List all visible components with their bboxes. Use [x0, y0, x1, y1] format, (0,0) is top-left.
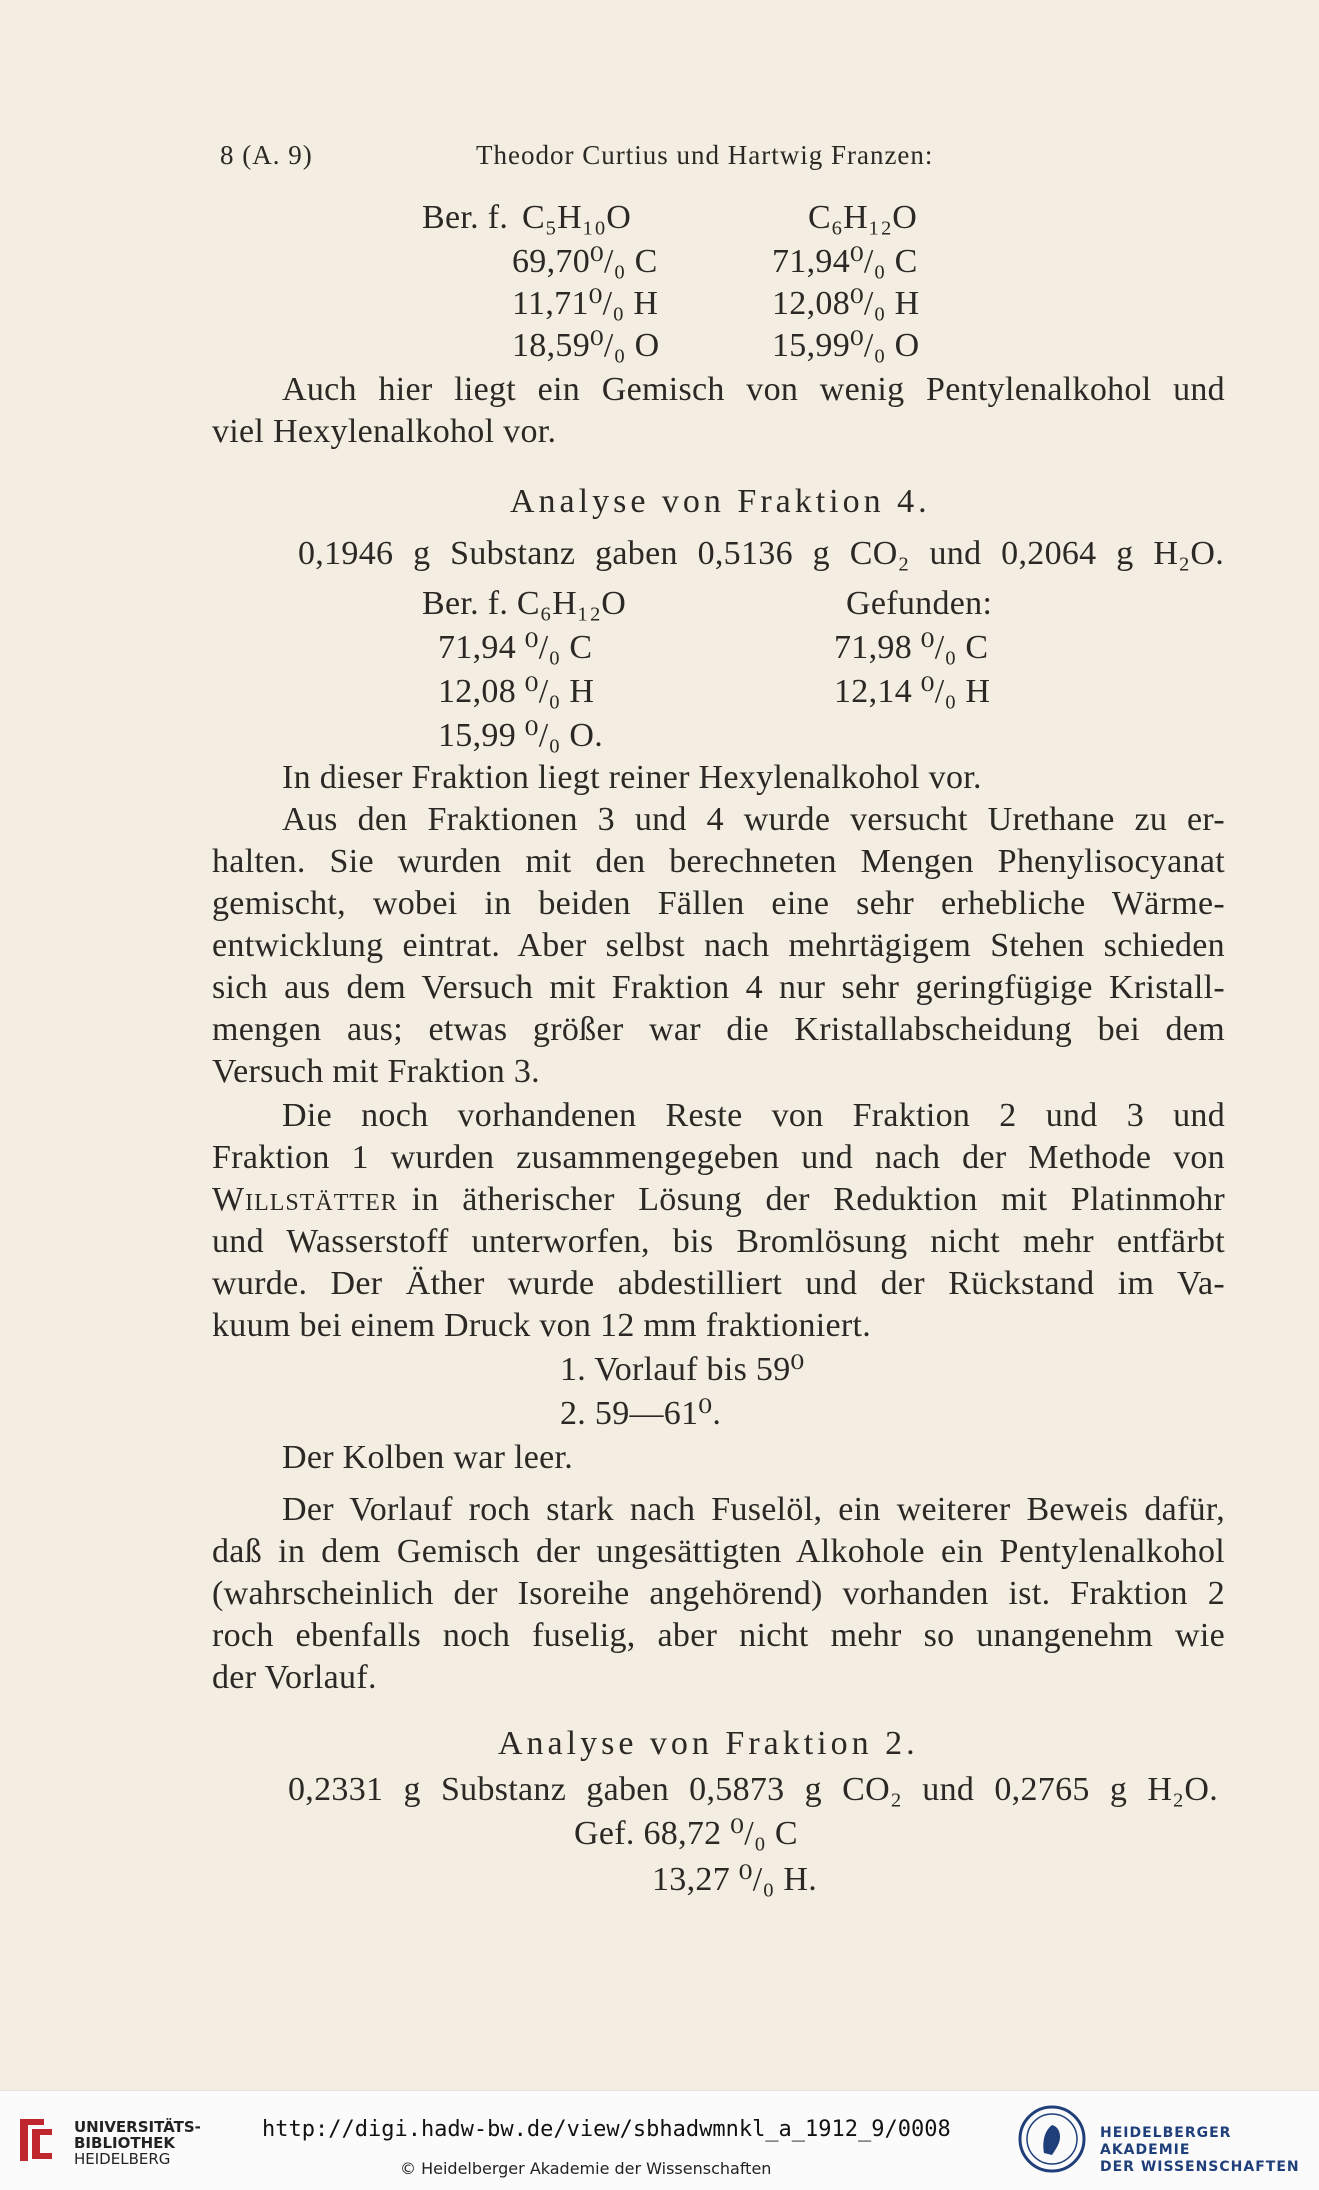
paragraph-line: und Wasserstoff unterworfen, bis Bromlösung nicht mehr entfärbt	[212, 1223, 1225, 1260]
table-cell: 71,94⁰/₀ C	[772, 243, 918, 280]
paragraph-line: (wahrscheinlich der Isoreihe angehörend) vorhanden ist. Fraktion 2	[212, 1575, 1225, 1612]
library-name-line: BIBLIOTHEK	[74, 2134, 175, 2152]
paragraph-line: gemischt, wobei in beiden Fällen eine sehr erhebliche Wärme-	[212, 885, 1225, 922]
fraction-item: 1. Vorlauf bis 59⁰	[560, 1351, 805, 1388]
paragraph-line: Die noch vorhandenen Reste von Fraktion 2 und 3 und	[282, 1097, 1225, 1134]
ber-label: Ber. f. C₆H₁₂O	[422, 585, 627, 622]
permalink-url[interactable]: http://digi.hadw-bw.de/view/sbhadwmnkl_a_1912_9/0008	[262, 2117, 951, 2142]
table-cell: 12,08⁰/₀ H	[772, 285, 920, 322]
paragraph-line: Der Vorlauf roch stark nach Fuselöl, ein weiterer Beweis dafür,	[282, 1491, 1225, 1528]
paragraph-line: kuum bei einem Druck von 12 mm fraktioniert.	[212, 1307, 872, 1344]
table-cell: 15,99⁰/₀ O	[772, 327, 920, 364]
paragraph-fragment: in ätherischer Lösung der Reduktion mit Platinmohr	[411, 1181, 1225, 1218]
paragraph-line: daß in dem Gemisch der ungesättigten Alkohole ein Pentylenalkohol	[212, 1533, 1225, 1570]
measurement-line: 0,1946 g Substanz gaben 0,5136 g CO₂ und 0,2064 g H₂O.	[298, 535, 1224, 572]
section-heading: Analyse von Fraktion 2.	[498, 1725, 919, 1762]
library-name-line: HEIDELBERG	[74, 2150, 171, 2168]
page-reference: 8 (A. 9)	[220, 140, 313, 170]
library-name	[74, 2119, 201, 2167]
paragraph-line: mengen aus; etwas größer war die Kristallabscheidung bei dem	[212, 1011, 1225, 1048]
paragraph-line: Fraktion 1 wurden zusammengegeben und nach der Methode von	[212, 1139, 1225, 1176]
table-cell: 18,59⁰/₀ O	[512, 327, 660, 364]
ber-label: Ber. f.	[422, 199, 509, 236]
academy-name	[1100, 2125, 1319, 2176]
table-cell: 11,71⁰/₀ H	[512, 285, 659, 322]
running-title: Theodor Curtius und Hartwig Franzen:	[476, 140, 934, 170]
table-cell: 15,99 ⁰/₀ O.	[438, 717, 604, 754]
table-cell: 69,70⁰/₀ C	[512, 243, 658, 280]
paragraph-line: Auch hier liegt ein Gemisch von wenig Pentylenalkohol und	[282, 371, 1225, 408]
section-heading: Analyse von Fraktion 4.	[510, 483, 931, 520]
table-cell: 12,08 ⁰/₀ H	[438, 673, 595, 710]
paragraph-line: wurde. Der Äther wurde abdestilliert und der Rückstand im Va-	[212, 1265, 1225, 1302]
paragraph-line: der Vorlauf.	[212, 1659, 377, 1696]
paragraph-line: In dieser Fraktion liegt reiner Hexylenalkohol vor.	[282, 759, 982, 796]
paragraph-line: Versuch mit Fraktion 3.	[212, 1053, 540, 1090]
paragraph-line: Aus den Fraktionen 3 und 4 wurde versucht Urethane zu er-	[282, 801, 1225, 838]
found-label: Gefunden:	[846, 585, 993, 622]
paragraph-line: entwicklung eintrat. Aber selbst nach mehrtägigem Stehen schieden	[212, 927, 1225, 964]
paragraph-line: Der Kolben war leer.	[282, 1439, 574, 1476]
table-cell: 71,98 ⁰/₀ C	[834, 629, 989, 666]
digitization-footer	[0, 2090, 1319, 2190]
paragraph-line	[212, 1180, 1225, 1220]
author-name-willstaetter: Willstätter	[212, 1181, 398, 1218]
academy-name-line: DER WISSENSCHAFTEN	[1100, 2159, 1300, 2175]
measurement-line: 0,2331 g Substanz gaben 0,5873 g CO₂ und 0,2765 g H₂O.	[288, 1771, 1218, 1808]
table-cell: 12,14 ⁰/₀ H	[834, 673, 991, 710]
fraction-item: 2. 59—61⁰.	[560, 1395, 722, 1432]
table-cell: 13,27 ⁰/₀ H.	[652, 1861, 818, 1898]
copyright-notice: © Heidelberger Akademie der Wissenschaften	[400, 2159, 772, 2178]
formula-c5h10o: C₅H₁₀O	[522, 199, 632, 236]
ub-heidelberg-logo-icon	[14, 2113, 58, 2167]
paragraph-line: viel Hexylenalkohol vor.	[212, 413, 557, 450]
hadw-seal-icon	[1018, 2105, 1086, 2173]
paragraph-line: halten. Sie wurden mit den berechneten Mengen Phenylisocyanat	[212, 843, 1225, 880]
library-name-line: UNIVERSITÄTS-	[74, 2118, 201, 2136]
academy-name-line: HEIDELBERGER AKADEMIE	[1100, 2125, 1232, 2158]
table-cell: 71,94 ⁰/₀ C	[438, 629, 593, 666]
paragraph-line: sich aus dem Versuch mit Fraktion 4 nur sehr geringfügige Kristall-	[212, 969, 1225, 1006]
table-cell: Gef. 68,72 ⁰/₀ C	[574, 1815, 798, 1852]
paragraph-line: roch ebenfalls noch fuselig, aber nicht mehr so unangenehm wie	[212, 1617, 1225, 1654]
formula-c6h12o: C₆H₁₂O	[808, 199, 918, 236]
